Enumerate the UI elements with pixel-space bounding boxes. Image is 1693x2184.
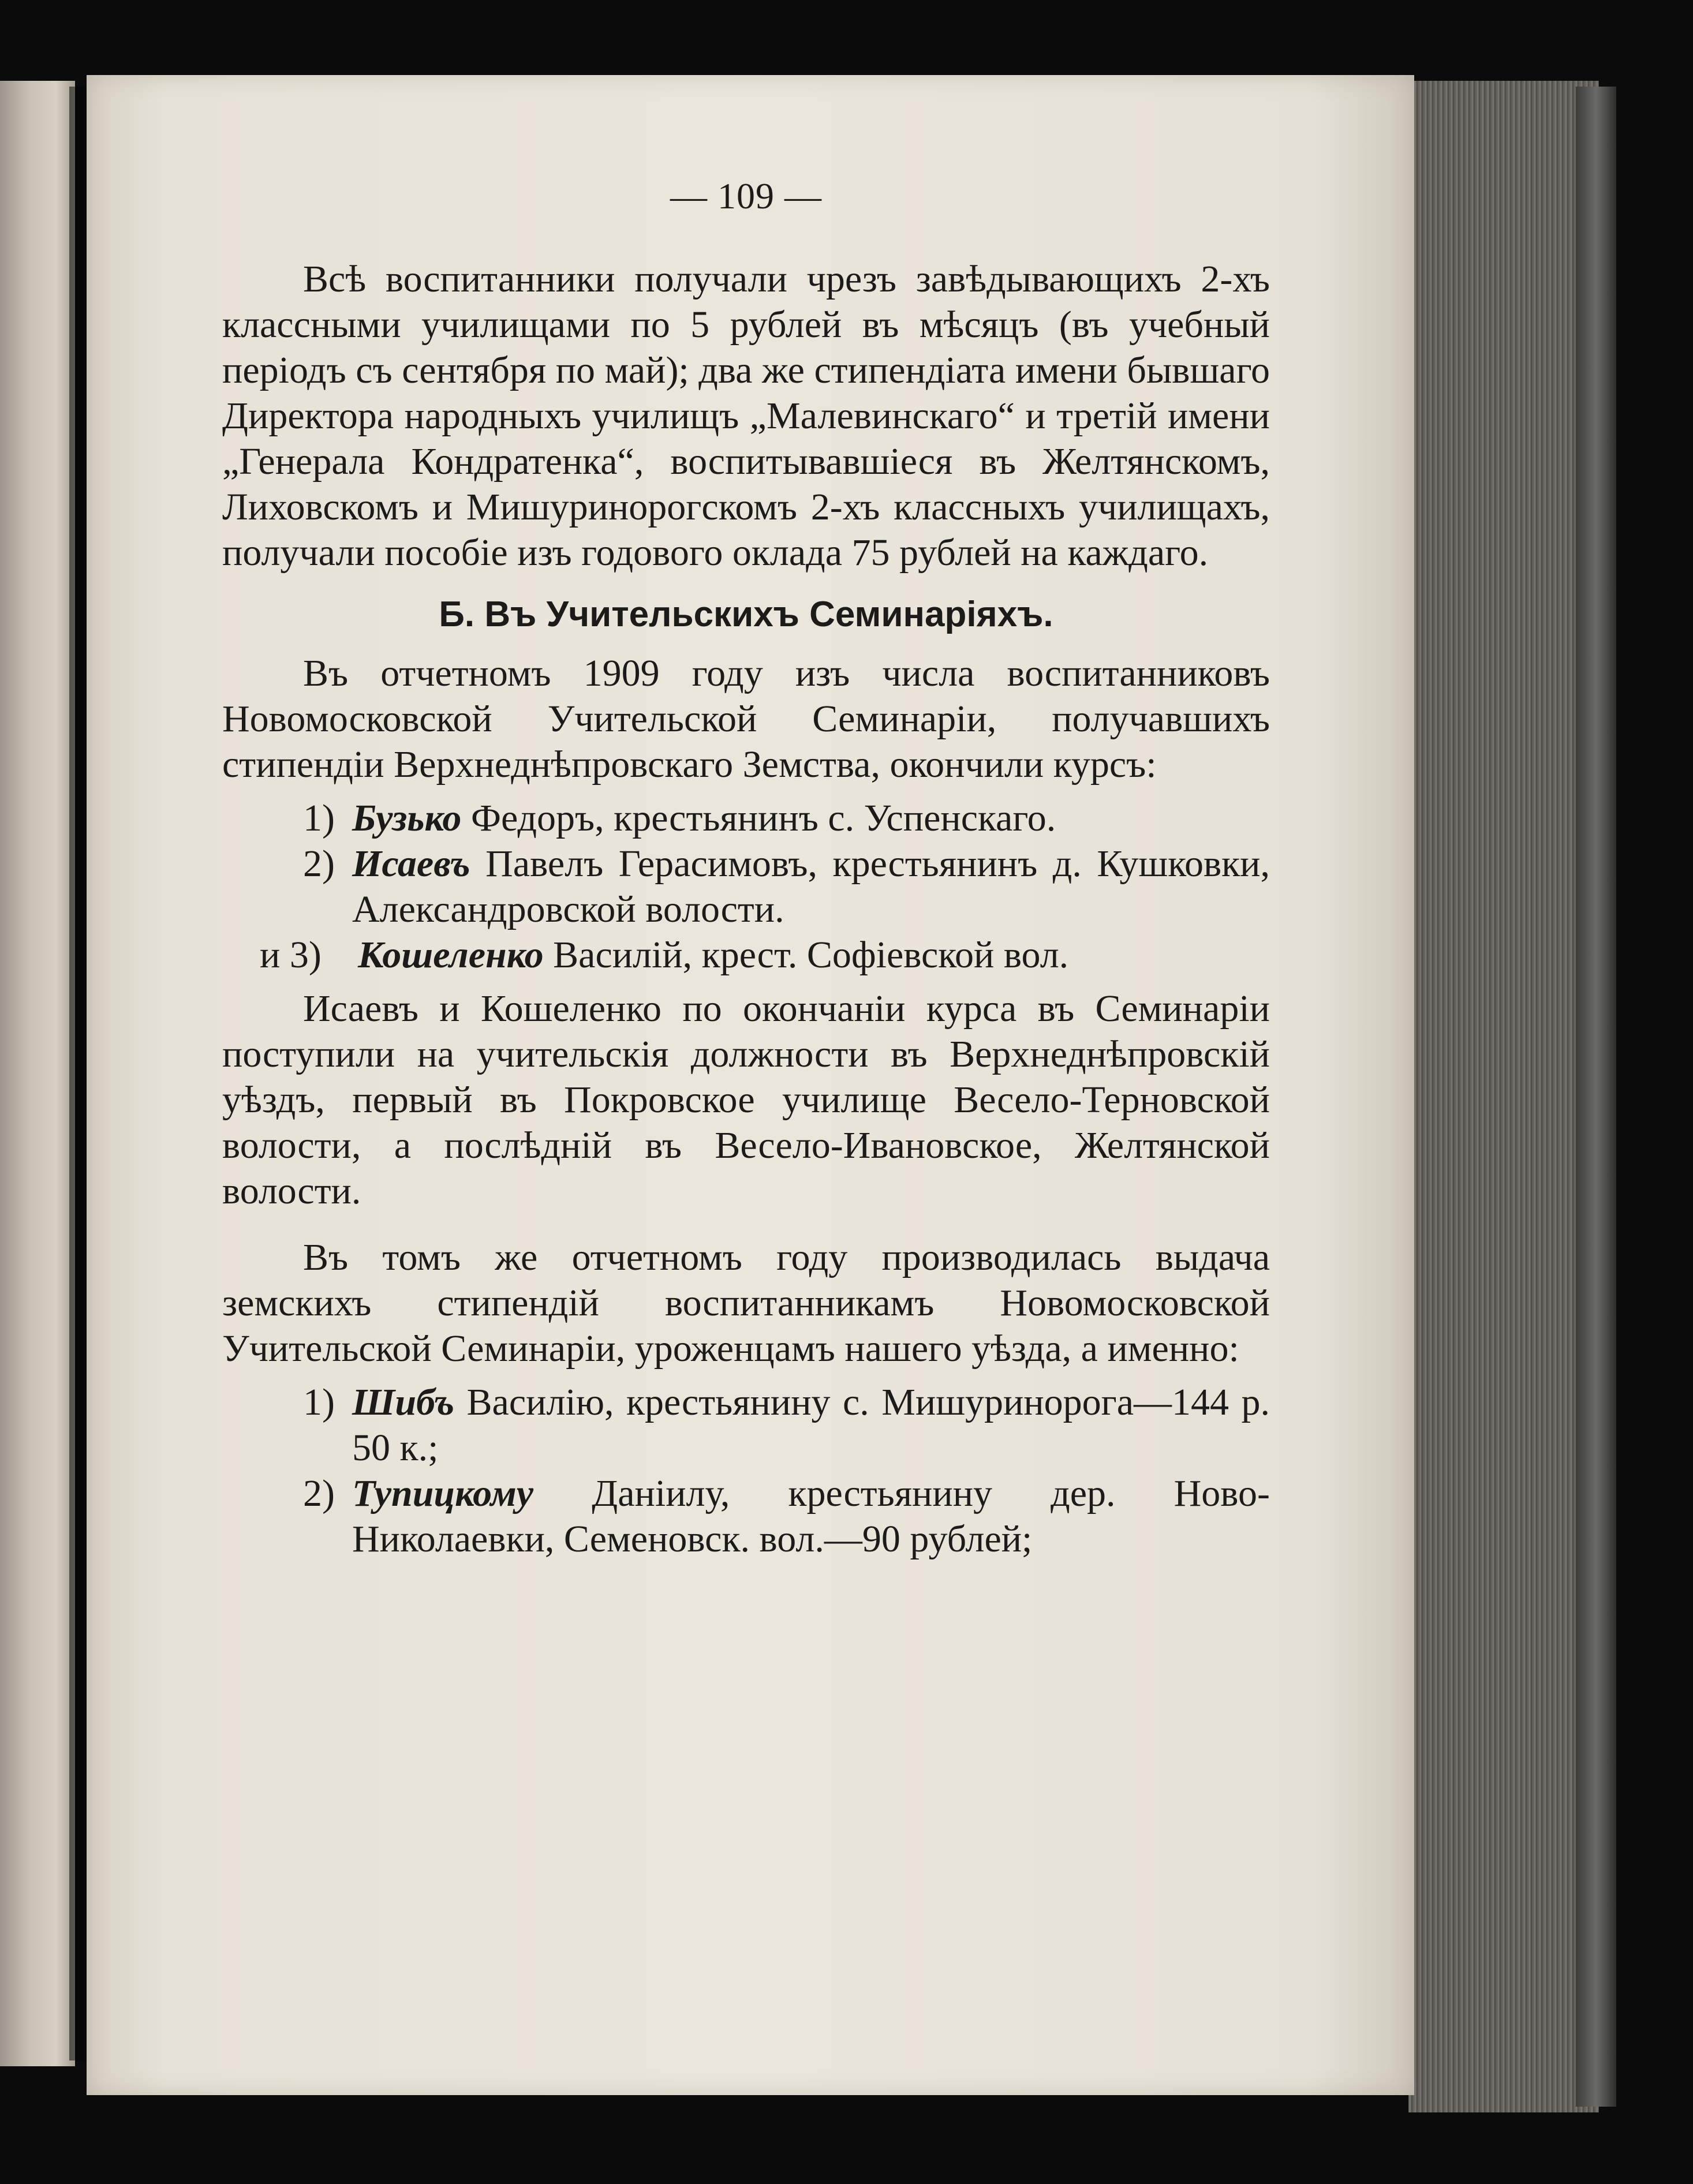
paragraph-stipends-schools: Всѣ воспитанники получали чрезъ завѣдывающихъ 2-хъ классными училищами по 5 рублей въ мѣсяцъ (въ учебный періодъ съ сентября по май); два же стипендіата имени бывшаго Директора народныхъ училищъ „Малевинскаго“ и третій имени „Генерала Кондратенка“, воспитывавшіеся въ Желтянскомъ, Лиховскомъ и Мишуринорогскомъ 2-хъ классныхъ училищахъ, получали пособіе изъ годового оклада 75 рублей на каждаго. bbox=[222, 258, 1270, 574]
student-name: Бузько bbox=[352, 797, 462, 839]
list-text: Павелъ Герасимовъ, крестьянинъ д. Кушковки, Александровской волости. bbox=[352, 843, 1270, 930]
student-name: Кошеленко bbox=[358, 934, 544, 976]
left-page-edge bbox=[0, 81, 75, 2066]
list-item bbox=[222, 1379, 1270, 1471]
list-number: 2) bbox=[303, 1472, 335, 1514]
page-content bbox=[222, 173, 1270, 1562]
page-number: — 109 — bbox=[670, 175, 822, 216]
list-text: Василій, крест. Софіевской вол. bbox=[543, 934, 1069, 976]
student-name: Шибъ bbox=[352, 1381, 455, 1423]
list-text: Даніилу, крестьянину дер. Ново-Николаевки, Семеновск. вол.—90 рублей; bbox=[352, 1472, 1270, 1560]
list-number: 1) bbox=[303, 797, 335, 839]
list-text: Василію, крестьянину с. Мишуринорога—144 р. 50 к.; bbox=[352, 1381, 1270, 1469]
paragraph-appointments: Исаевъ и Кошеленко по окончаніи курса въ Семинаріи поступили на учительскія должности въ Верхнеднѣпровскій уѣздъ, первый въ Покровское училище Весело-Терновской волости, а послѣдній въ Весело-Ивановское, Желтянской волости. bbox=[222, 988, 1270, 1212]
section-heading: Б. Въ Учительскихъ Семинаріяхъ. bbox=[439, 594, 1053, 634]
list-item bbox=[222, 841, 1270, 932]
student-name: Исаевъ bbox=[352, 843, 470, 885]
paragraph-stipends-issued: Въ томъ же отчетномъ году производилась выдача земскихъ стипендій воспитанникамъ Новомосковской Учительской Семинаріи, уроженцамъ нашего уѣзда, а именно: bbox=[222, 1236, 1270, 1370]
book-cover-edge bbox=[1576, 87, 1616, 2107]
list-item bbox=[222, 932, 1270, 978]
list-item bbox=[222, 795, 1270, 841]
page-stack-edge bbox=[1408, 81, 1599, 2112]
list-number: и 3) bbox=[260, 934, 322, 976]
list-number: 1) bbox=[303, 1381, 335, 1423]
paragraph-graduates-intro: Въ отчетномъ 1909 году изъ числа воспитанниковъ Новомосковской Учительской Семинаріи, получавшихъ стипендіи Верхнеднѣпровскаго Земства, окончили курсъ: bbox=[222, 652, 1270, 786]
list-number: 2) bbox=[303, 843, 335, 885]
list-item bbox=[222, 1471, 1270, 1562]
student-name: Тупицкому bbox=[352, 1472, 534, 1514]
list-text: Федоръ, крестьянинъ с. Успенскаго. bbox=[461, 797, 1056, 839]
book-page bbox=[87, 75, 1414, 2095]
